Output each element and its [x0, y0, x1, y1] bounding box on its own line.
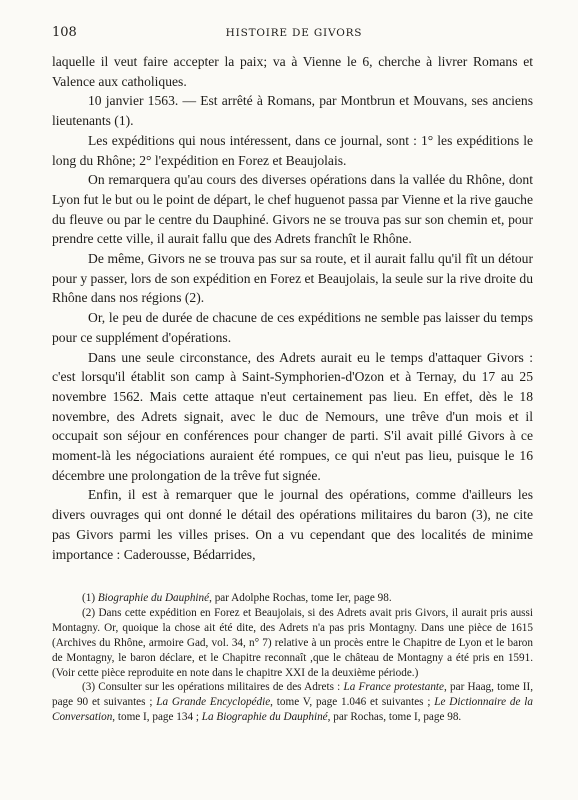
footnote-1	[52, 591, 533, 606]
footnote-3-text-1: , par Haag, tome II, page 90 et suivantes ;	[52, 681, 534, 709]
page-header	[52, 25, 536, 45]
footnote-3	[52, 680, 533, 725]
footnote-3-work-2: La Grande Encyclopédie	[156, 696, 271, 709]
paragraph-7: Dans une seule circonstance, des Adrets aurait eu le temps d'attaquer Givors : c'est lorsqu'il établit son camp à Saint-Symphorien-d'Ozon et à Ternay, du 17 au 25 novembre 1562. Mais cette attaque n'eut certainement pas lieu. En effet, dès le 18 novembre, des Adrets signait, avec le duc de Nemours, une trêve d'un mois et il occupait son séjour en conférences pour changer de parti. S'il avait pillé Givors à ce moment-là les négociations auraient été rompues, ce qui n'eut pas lieu, puisque le 16 décembre une prolongation de la trêve fut signée.	[52, 349, 533, 483]
footnote-3-intro: (3) Consulter sur les opérations militaires de des Adrets :	[82, 681, 344, 694]
footnote-3-text-2: , tome V, page 1.046 et suivantes ;	[270, 696, 435, 709]
footnote-3-text-4: , par Rochas, tome I, page 98.	[327, 711, 462, 724]
paragraph-4: On remarquera qu'au cours des diverses opérations dans la vallée du Rhône, dont Lyon fut le but ou le point de départ, le chef huguenot passa par Vienne et la rive gauche du fleuve ou par le centre du Dauphiné. Givors ne se trouva pas sur son chemin et, pour prendre cette ville, il aurait fallu que des Adrets franchît le Rhône.	[52, 172, 533, 247]
main-text	[52, 52, 533, 564]
footnotes	[52, 591, 533, 725]
footnote-1-marker: (1)	[82, 592, 98, 604]
footnote-3-work-3: Le Dictionnaire de la Conversation	[52, 696, 533, 724]
footnote-1-rest: , par Adolphe Rochas, tome Ier, page 98.	[209, 592, 392, 604]
footnote-2: (2) Dans cette expédition en Forez et Beaujolais, si des Adrets avait pris Givors, il aurait pris aussi Montagny. Or, quoique la chose ait été dite, des Adrets n'a pas pris Montagny. Dans une pièce de 1615 (Archives du Rhône, armoire Gad, vol. 34, n° 7) relative à un procès entre le Chapitre de Lyon et le baron de Montagny, le baron déclare, et le Chapitre reconnaît ,que le château de Montagny a été pris en 1591. (Voir cette pièce reproduite en note dans le chapitre XXI de la deuxième période.)	[52, 606, 533, 679]
footnote-3-work-4: La Biographie du Dauphiné	[201, 711, 328, 724]
running-title: HISTOIRE DE GIVORS	[225, 27, 363, 39]
paragraph-8: Enfin, il est à remarquer que le journal des opérations, comme d'ailleurs les divers ouvrages qui ont donné le détail des opérations militaires du baron (3), ne cite pas Givors parmi les villes prises. On a vu cependant que des localités de minime importance : Caderousse, Bédarrides,	[52, 487, 533, 562]
paragraph-1: laquelle il veut faire accepter la paix; va à Vienne le 6, cherche à livrer Romans et Valence aux catholiques.	[52, 54, 533, 89]
footnote-3-work-1: La France protestante	[343, 681, 445, 694]
paragraph-2: 10 janvier 1563. — Est arrêté à Romans, par Montbrun et Mouvans, ses anciens lieutenants (1).	[52, 93, 533, 129]
paragraph-3: Les expéditions qui nous intéressent, dans ce journal, sont : 1° les expéditions le long du Rhône; 2° l'expédition en Forez et Beaujolais.	[52, 132, 533, 168]
page-number: 108	[52, 25, 77, 40]
footnote-1-title: Biographie du Dauphiné	[97, 592, 210, 604]
paragraph-6: Or, le peu de durée de chacune de ces expéditions ne semble pas laisser du temps pour ce supplément d'opérations.	[52, 310, 533, 345]
footnote-3-text-3: , tome I, page 134 ;	[112, 711, 202, 724]
paragraph-5: De même, Givors ne se trouva pas sur sa route, et il aurait fallu qu'il fît un détour pour y passer, lors de son expédition en Forez et Beaujolais, la seule sur la rive droite du Rhône dans nos régions (2).	[52, 251, 533, 306]
